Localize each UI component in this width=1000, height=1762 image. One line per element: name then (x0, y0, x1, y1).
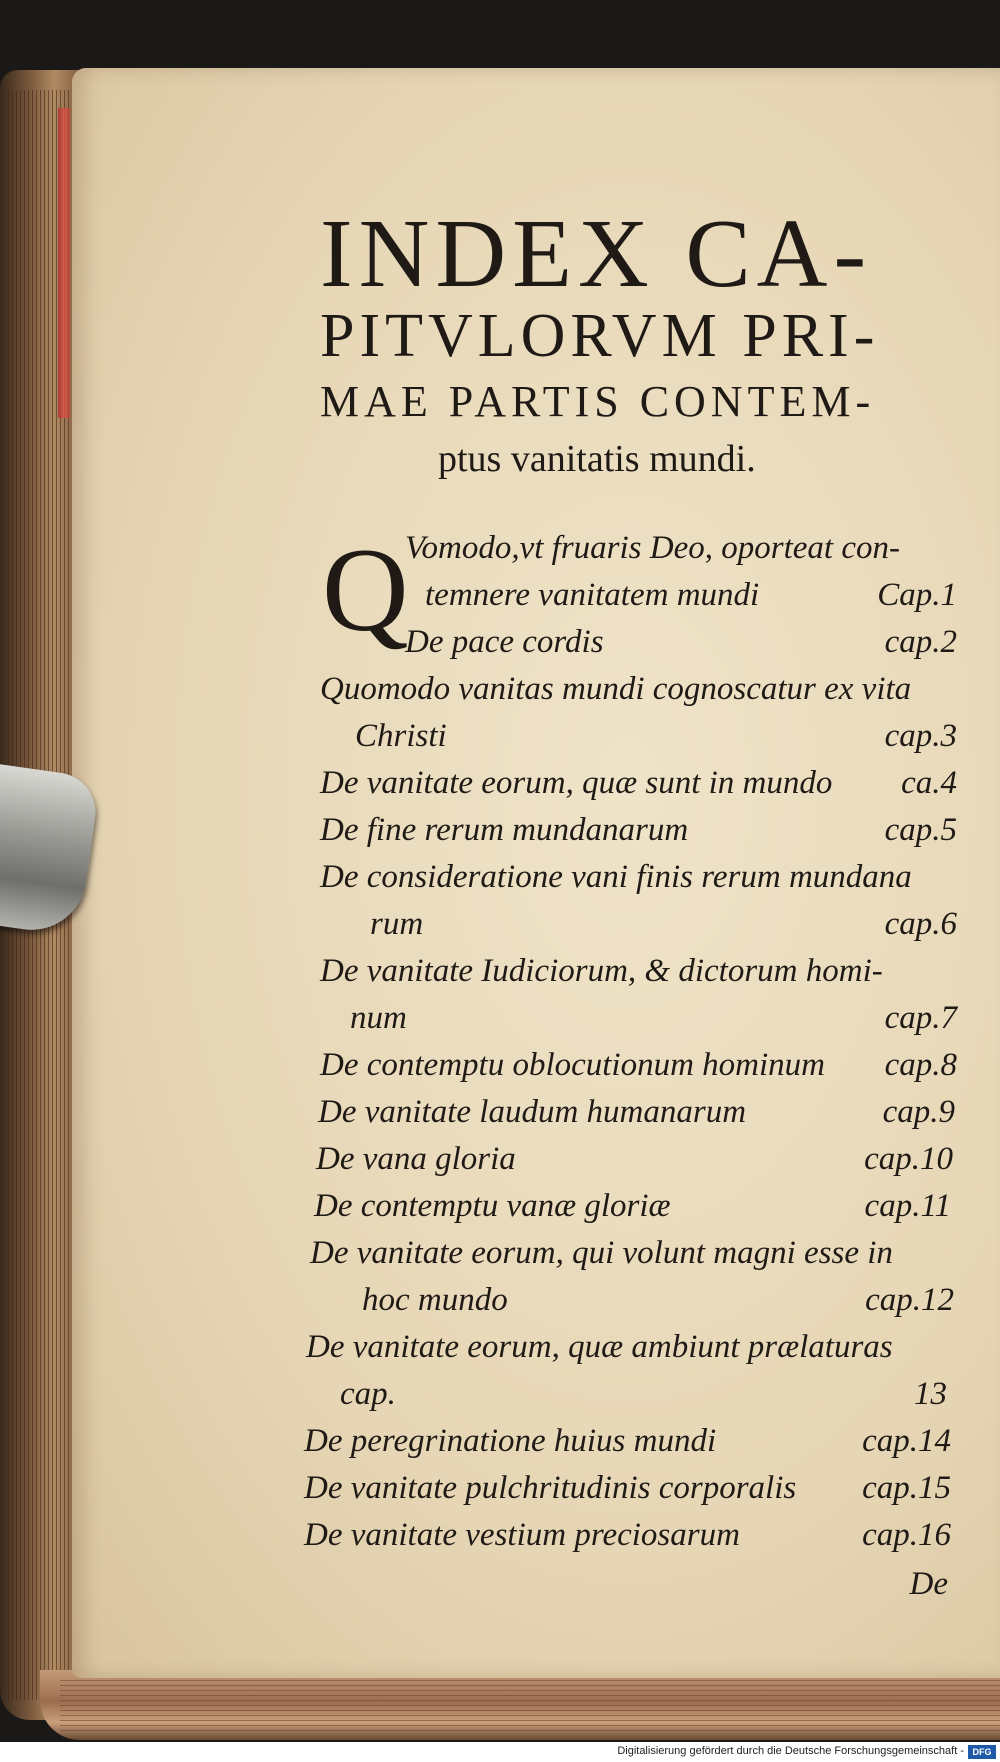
entry-text: De contemptu vanæ gloriæ (314, 1188, 671, 1224)
list-item (425, 577, 965, 621)
entry-text: De vana gloria (316, 1141, 516, 1177)
list-item (370, 906, 965, 950)
entry-chapter: cap.2 (884, 624, 957, 660)
entry-chapter: cap.10 (864, 1141, 953, 1177)
entry-chapter: cap.14 (862, 1423, 951, 1459)
bottom-edge-lines (60, 1680, 1000, 1735)
catchword-row (300, 1566, 960, 1610)
entry-chapter: 13 (914, 1376, 947, 1412)
entry-text: De vanitate laudum humanarum (318, 1094, 747, 1130)
list-item (306, 1329, 961, 1373)
red-page-edge (58, 108, 70, 418)
digitization-footer (0, 1742, 1000, 1762)
catchword: De (909, 1566, 948, 1602)
entry-chapter: cap.12 (865, 1282, 954, 1318)
list-item (320, 765, 965, 809)
list-item (314, 1188, 959, 1232)
heading-line-3: MAE PARTIS CONTEM- (320, 377, 876, 426)
entry-text: cap. (340, 1376, 396, 1412)
list-item (405, 530, 965, 574)
heading-line-4: ptus vanitatis mundi. (438, 438, 756, 480)
entry-text: Quomodo vanitas mundi cognoscatur ex vita (320, 671, 912, 707)
list-item (318, 1094, 963, 1138)
list-item (304, 1517, 959, 1561)
entry-chapter: cap.8 (884, 1047, 957, 1083)
entry-chapter: cap.11 (864, 1188, 951, 1224)
entry-text: Vomodo,vt fruaris Deo, oporteat con- (405, 530, 900, 566)
entry-text: De fine rerum mundanarum (320, 812, 689, 848)
entry-text: De vanitate pulchritudinis corporalis (304, 1470, 797, 1506)
entry-text: De vanitate Iudiciorum, & dictorum homi- (320, 953, 883, 989)
entry-chapter: cap.6 (884, 906, 957, 942)
entry-chapter: cap.3 (884, 718, 957, 754)
drop-cap: Q (322, 523, 409, 656)
list-item (320, 1047, 965, 1091)
entry-chapter: cap.5 (884, 812, 957, 848)
entry-text: De vanitate eorum, quæ sunt in mundo (320, 765, 833, 801)
heading-line-2: PITVLORVM PRI- (320, 302, 880, 370)
entry-chapter: ca.4 (901, 765, 957, 801)
entry-chapter: Cap.1 (877, 577, 957, 613)
entry-chapter: cap.9 (882, 1094, 955, 1130)
entry-text: De contemptu oblocutionum hominum (320, 1047, 826, 1083)
entry-text: Christi (355, 718, 447, 754)
list-item (362, 1282, 962, 1326)
list-item (350, 1000, 965, 1044)
list-item (320, 953, 970, 997)
entry-text: De peregrinatione huius mundi (304, 1423, 717, 1459)
list-item (405, 624, 965, 668)
list-item (320, 812, 965, 856)
entry-text: De vanitate vestium preciosarum (304, 1517, 740, 1553)
list-item (340, 1376, 955, 1420)
heading-line-1: INDEX CA- (320, 200, 873, 308)
entry-text: temnere vanitatem mundi (425, 577, 760, 613)
list-item (304, 1470, 959, 1514)
entry-text: De vanitate eorum, quæ ambiunt prælaturas (306, 1329, 893, 1365)
entry-text: De pace cordis (405, 624, 604, 660)
list-item (316, 1141, 961, 1185)
entry-text: rum (370, 906, 424, 942)
entry-text: num (350, 1000, 407, 1036)
entry-chapter: cap.16 (862, 1517, 951, 1553)
list-item (320, 859, 970, 903)
list-item (304, 1423, 959, 1467)
entry-text: hoc mundo (362, 1282, 508, 1318)
list-item (355, 718, 965, 762)
dfg-logo: DFG (968, 1745, 996, 1759)
list-item (310, 1235, 965, 1279)
entry-chapter: cap.7 (884, 1000, 957, 1036)
entry-chapter: cap.15 (862, 1470, 951, 1506)
entry-text: De vanitate eorum, qui volunt magni esse in (310, 1235, 893, 1271)
list-item (320, 671, 970, 715)
entry-text: De consideratione vani finis rerum mundana (320, 859, 912, 895)
footer-credit-text: Digitalisierung gefördert durch die Deutsche Forschungsgemeinschaft - (617, 1745, 964, 1757)
